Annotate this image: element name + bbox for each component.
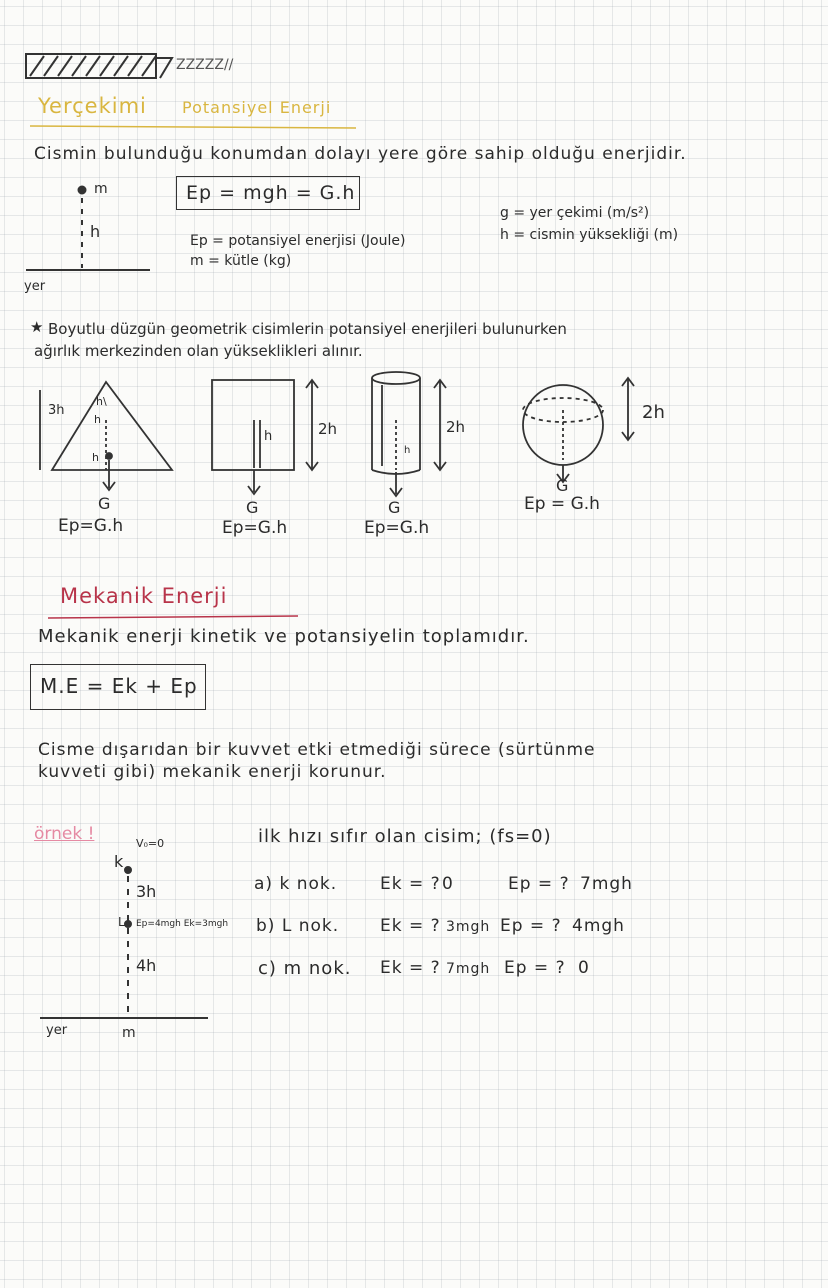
cylinder-side-label: 2h — [446, 418, 466, 436]
sphere-drawing — [523, 378, 634, 482]
row-b-question: b) L nok. — [256, 916, 340, 936]
example-label: örnek ! — [34, 824, 95, 844]
row-a-question: a) k nok. — [254, 874, 338, 894]
example-intro: ilk hızı sıfır olan cisim; (fs=0) — [258, 826, 552, 847]
conservation-line2: kuvveti gibi) mekanik enerji korunur. — [38, 762, 387, 782]
mechanical-title-underline — [48, 616, 298, 618]
note-star: ★ — [30, 318, 44, 336]
example-l-label: L — [118, 915, 125, 929]
example-h2: 4h — [136, 956, 157, 975]
header-scribble-drawing — [26, 54, 172, 78]
legend-ep: Ep = potansiyel enerjisi (Joule) — [190, 233, 406, 249]
legend-m: m = kütle (kg) — [190, 253, 292, 269]
sphere-ep: Ep = G.h — [524, 494, 600, 514]
row-a-ep-a: 7mgh — [580, 874, 633, 894]
row-c-ek-a: 7mgh — [446, 961, 491, 977]
diagram1-height-label: h — [90, 222, 101, 241]
sphere-g-label: G — [556, 476, 569, 495]
square-h-label: h — [264, 429, 273, 444]
note-line2: ağırlık merkezinden olan yükseklikleri alınır. — [34, 342, 363, 360]
triangle-top-label: h\ — [96, 395, 107, 408]
row-b-ep-a: 4mgh — [572, 916, 625, 936]
title-underline — [30, 126, 356, 128]
conservation-line1: Cisme dışarıdan bir kuvvet etki etmediği sürece (sürtünme — [38, 740, 596, 760]
square-side-label: 2h — [318, 420, 338, 438]
triangle-mid-label: h — [94, 413, 101, 426]
page-title-word1: Yerçekimi — [38, 94, 147, 118]
square-ep: Ep=G.h — [222, 518, 288, 538]
example-l-note: Ep=4mgh Ek=3mgh — [136, 919, 229, 929]
row-b-ep-q: Ep = ? — [500, 916, 562, 936]
example-diagram-drawing — [40, 867, 208, 1018]
triangle-ep: Ep=G.h — [58, 516, 124, 536]
page-title-word2: Potansiyel Enerji — [182, 98, 332, 117]
mechanical-definition: Mekanik enerji kinetik ve potansiyelin toplamıdır. — [38, 626, 530, 647]
formula-main: Ep = mgh = G.h — [186, 182, 356, 204]
row-b-ek-a: 3mgh — [446, 919, 491, 935]
example-k-label: k — [114, 852, 124, 871]
cylinder-g-label: G — [388, 498, 401, 517]
legend-g: g = yer çekimi (m/s²) — [500, 205, 650, 221]
row-c-ek-q: Ek = ? — [380, 958, 441, 978]
legend-h: h = cismin yüksekliği (m) — [500, 227, 679, 243]
example-v0: V₀=0 — [136, 837, 165, 850]
row-a-ek-a: 0 — [442, 874, 454, 894]
example-h1: 3h — [136, 882, 157, 901]
square-g-label: G — [246, 498, 259, 517]
diagram1-mass-label: m — [94, 181, 108, 197]
row-c-question: c) m nok. — [258, 958, 352, 979]
note-line1: Boyutlu düzgün geometrik cisimlerin potansiyel enerjileri bulunurken — [48, 320, 567, 338]
sphere-side-label: 2h — [642, 402, 665, 423]
cylinder-drawing — [372, 372, 446, 496]
diagram1-ground-label: yer — [24, 279, 46, 294]
triangle-bottom-label: h — [92, 451, 99, 464]
example-m-label: m — [122, 1025, 136, 1041]
example-ground: yer — [46, 1023, 68, 1038]
row-c-ep-q: Ep = ? — [504, 958, 566, 978]
cylinder-ep: Ep=G.h — [364, 518, 430, 538]
mechanical-title: Mekanik Enerji — [60, 584, 228, 608]
row-a-ep-q: Ep = ? — [508, 874, 570, 894]
mechanical-formula: M.E = Ek + Ep — [40, 674, 198, 698]
row-c-ep-a: 0 — [578, 958, 590, 978]
cylinder-h-label: h — [404, 445, 411, 456]
diagram1-drawing — [26, 187, 150, 271]
row-a-ek-q: Ek = ? — [380, 874, 441, 894]
gpe-definition: Cismin bulunduğu konumdan dolayı yere göre sahip olduğu enerjidir. — [34, 144, 687, 164]
row-b-ek-q: Ek = ? — [380, 916, 441, 936]
header-scribble: ZZZZZ// — [176, 57, 234, 73]
triangle-g-label: G — [98, 494, 111, 513]
triangle-left-h: 3h — [48, 403, 65, 418]
